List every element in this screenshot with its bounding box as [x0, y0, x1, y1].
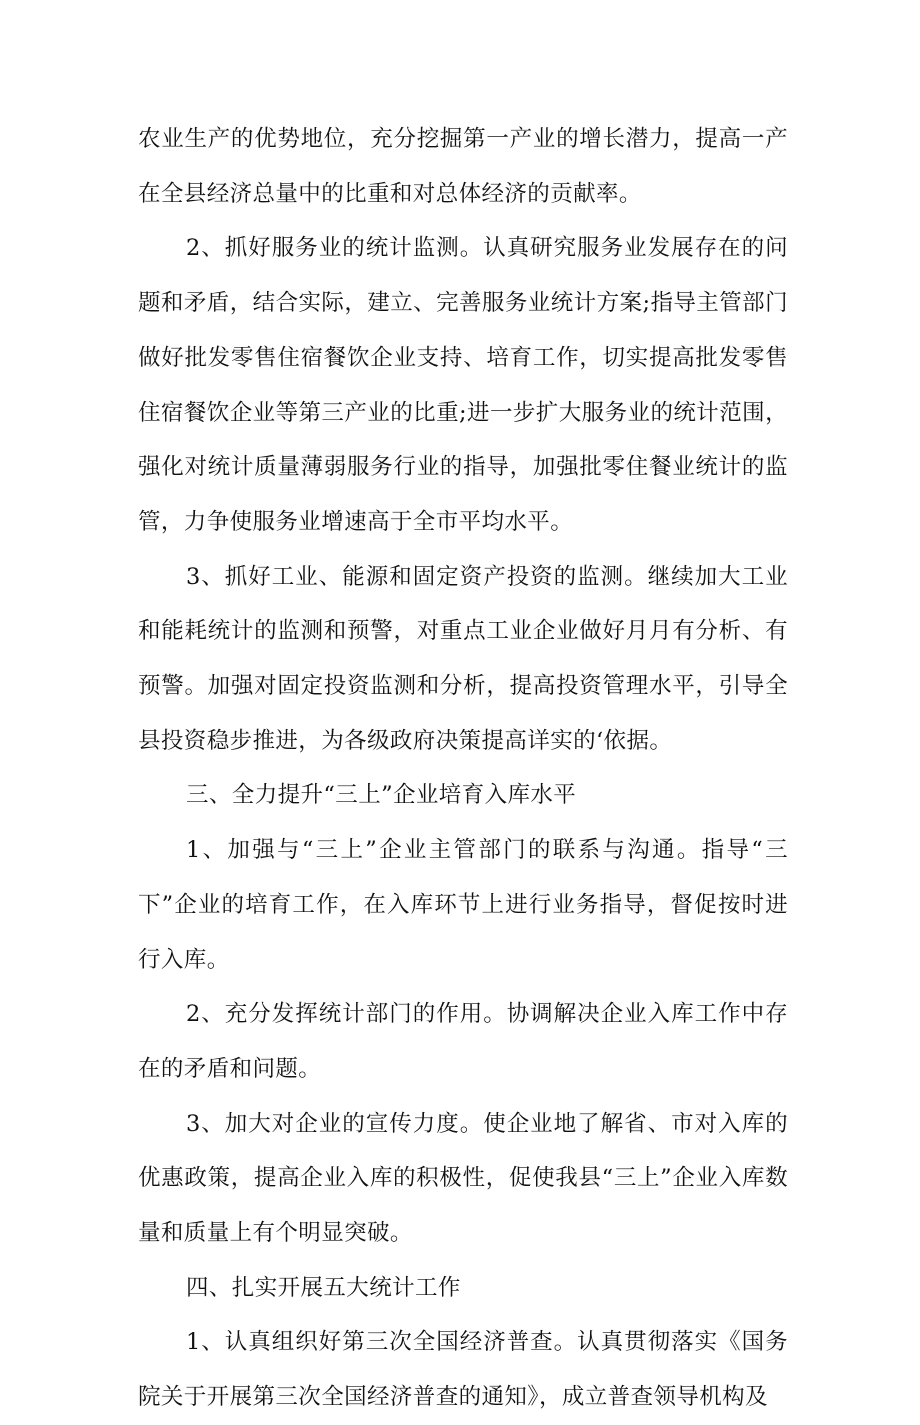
paragraph-economic-census: 1、认真组织好第三次全国经济普查。认真贯彻落实《国务院关于开展第三次全国经济普查的通知》，成立普查领导机构及: [138, 1329, 788, 1411]
section-heading-three: 三、全力提升“三上”企业培育入库水平: [186, 782, 577, 809]
paragraph-publicity: 3、加大对企业的宣传力度。使企业地了解省、市对入库的优惠政策，提高企业入库的积极性，促使我县“三上”企业入库数量和质量上有个明显突破。: [138, 1110, 788, 1247]
paragraph-industry-energy: 3、抓好工业、能源和固定资产投资的监测。继续加大工业和能耗统计的监测和预警，对重点工业企业做好月月有分析、有预警。加强对固定投资监测和分析，提高投资管理水平，引导全县投资稳步推进，为各级政府决策提高详实的‘依据。: [138, 563, 788, 754]
document-body: [138, 112, 788, 1425]
paragraph-liaison: 1、加强与“三上”企业主管部门的联系与沟通。指导“三下”企业的培育工作，在入库环节上进行业务指导，督促按时进行入库。: [138, 837, 788, 973]
paragraph-continuation: 农业生产的优势地位，充分挖掘第一产业的增长潜力，提高一产在全县经济总量中的比重和对总体经济的贡献率。: [138, 126, 788, 207]
paragraph-service-industry: 2、抓好服务业的统计监测。认真研究服务业发展存在的问题和矛盾，结合实际，建立、完善服务业统计方案;指导主管部门做好批发零售住宿餐饮企业支持、培育工作，切实提高批发零售住宿餐饮企业等第三产业的比重;进一步扩大服务业的统计范围，强化对统计质量薄弱服务行业的指导，加强批零住餐业统计的监管，力争使服务业增速高于全市平均水平。: [138, 235, 788, 535]
section-heading-four: 四、扎实开展五大统计工作: [186, 1274, 461, 1301]
paragraph-statistics-role: 2、充分发挥统计部门的作用。协调解决企业入库工作中存在的矛盾和问题。: [138, 1001, 788, 1082]
